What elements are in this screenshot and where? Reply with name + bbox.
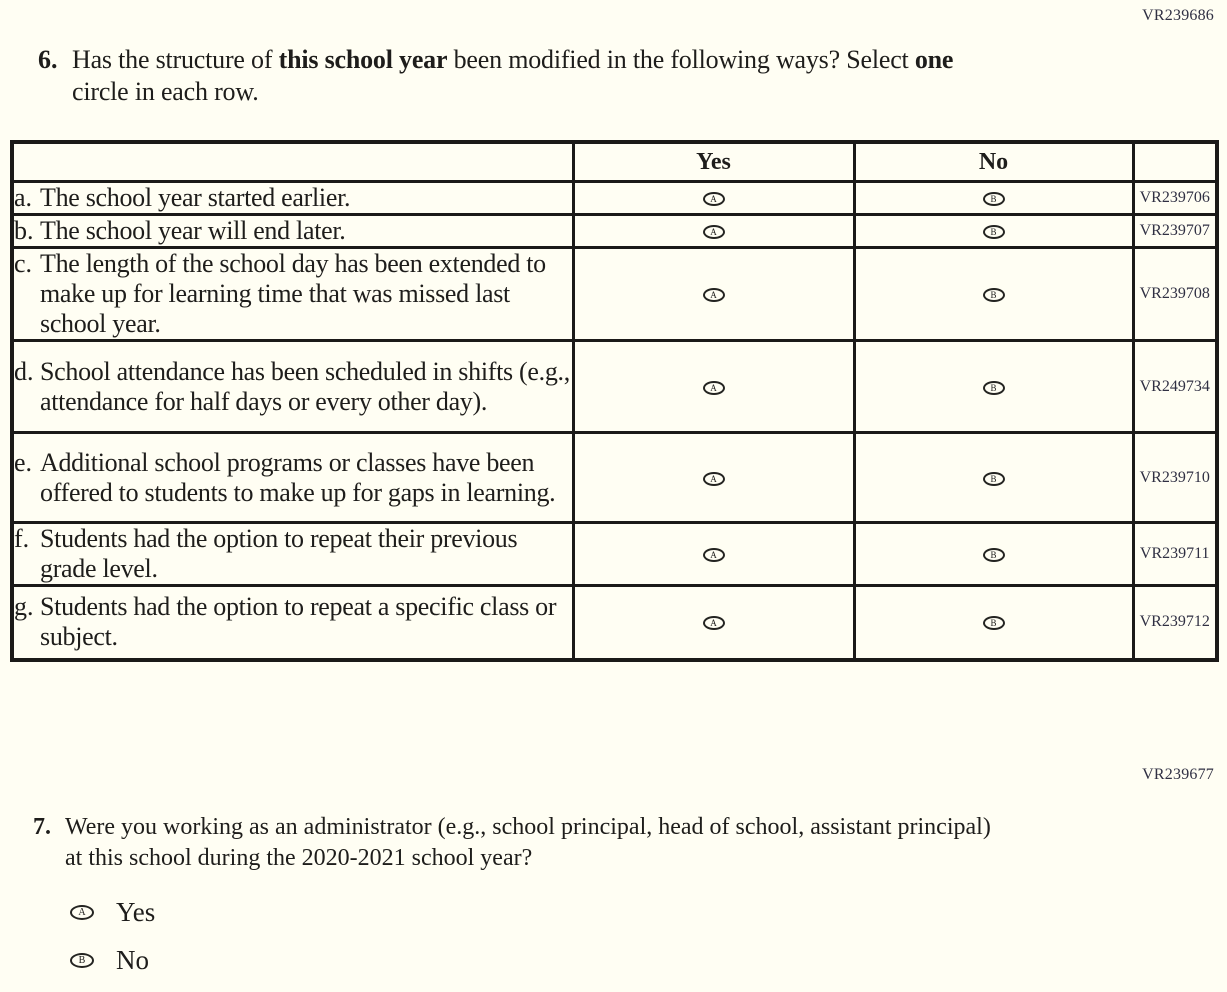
bubble-letter: A <box>710 290 717 300</box>
row-c-code: VR239708 <box>1133 248 1217 341</box>
row-d-statement <box>12 341 573 433</box>
row-a-no-bubble[interactable] <box>983 192 1005 206</box>
q7-option-no-label: No <box>116 944 149 975</box>
row-e-no-bubble[interactable] <box>983 472 1005 486</box>
row-c-text: The length of the school day has been extended to make up for learning time that was missed last school year. <box>40 249 546 338</box>
q7-options <box>70 896 155 992</box>
question-6-line1 <box>72 44 953 76</box>
row-e-statement <box>12 433 573 523</box>
bubble-letter: B <box>990 550 997 560</box>
question-6 <box>38 44 1178 108</box>
row-f-no-bubble[interactable] <box>983 548 1005 562</box>
row-e-text: Additional school programs or classes have been offered to students to make up for gaps in learning. <box>40 447 556 507</box>
row-c-statement <box>12 248 573 341</box>
question-6-text <box>72 44 953 108</box>
bubble-letter: A <box>710 227 717 237</box>
row-e-letter: e. <box>14 447 33 477</box>
table-row-f <box>12 523 1217 586</box>
row-e-code: VR239710 <box>1133 433 1217 523</box>
bubble-letter: A <box>710 550 717 560</box>
question-6-line2: circle in each row. <box>72 77 259 106</box>
row-b-yes-bubble[interactable] <box>703 225 725 239</box>
row-g-text: Students had the option to repeat a specific class or subject. <box>40 592 557 652</box>
row-f-text: Students had the option to repeat their previous grade level. <box>40 524 518 583</box>
q6-response-table <box>10 140 1219 662</box>
question-7-text <box>65 812 991 874</box>
row-a-text: The school year started earlier. <box>40 183 351 212</box>
row-d-text: School attendance has been scheduled in shifts (e.g., attendance for half days or every other day). <box>40 356 570 416</box>
row-f-no-cell <box>854 523 1133 586</box>
bubble-letter: A <box>78 906 86 918</box>
form-code-top: VR239686 <box>1142 7 1214 24</box>
row-c-no-bubble[interactable] <box>983 288 1005 302</box>
bubble-letter: A <box>710 618 717 629</box>
bubble-letter: A <box>710 473 717 484</box>
row-g-yes-cell <box>573 586 854 660</box>
header-no: No <box>854 142 1133 182</box>
bubble-letter: B <box>990 473 997 484</box>
question-6-number: 6. <box>38 45 58 74</box>
q6-text-bold: one <box>914 45 954 74</box>
row-f-letter: f. <box>14 524 30 553</box>
row-d-no-bubble[interactable] <box>983 381 1005 395</box>
row-a-yes-cell <box>573 182 854 215</box>
q7-option-yes-bubble[interactable] <box>70 905 94 920</box>
row-f-statement <box>12 523 573 586</box>
q7-option-no <box>70 944 155 976</box>
q7-option-yes-label: Yes <box>116 896 156 927</box>
row-g-yes-bubble[interactable] <box>703 616 725 630</box>
form-code-middle: VR239677 <box>1142 766 1214 783</box>
question-7-line2: at this school during the 2020-2021 school year? <box>65 845 533 871</box>
bubble-letter: A <box>710 194 717 204</box>
row-e-yes-bubble[interactable] <box>703 472 725 486</box>
bubble-letter: B <box>78 954 86 966</box>
row-b-no-cell <box>854 215 1133 248</box>
row-b-yes-cell <box>573 215 854 248</box>
row-d-code: VR249734 <box>1133 341 1217 433</box>
row-g-statement <box>12 586 573 660</box>
row-b-text: The school year will end later. <box>40 216 346 245</box>
table-row-e <box>12 433 1217 523</box>
q6-text-part: been modified in the following ways? Select <box>447 45 915 74</box>
row-d-yes-bubble[interactable] <box>703 381 725 395</box>
table-row-c <box>12 248 1217 341</box>
row-e-yes-cell <box>573 433 854 523</box>
bubble-letter: B <box>990 227 997 237</box>
row-g-code: VR239712 <box>1133 586 1217 660</box>
row-f-yes-bubble[interactable] <box>703 548 725 562</box>
q7-option-no-bubble[interactable] <box>70 953 94 968</box>
row-g-letter: g. <box>14 592 34 622</box>
row-c-yes-cell <box>573 248 854 341</box>
bubble-letter: B <box>990 382 997 393</box>
row-b-letter: b. <box>14 216 34 245</box>
row-b-no-bubble[interactable] <box>983 225 1005 239</box>
row-c-no-cell <box>854 248 1133 341</box>
row-d-no-cell <box>854 341 1133 433</box>
row-b-statement <box>12 215 573 248</box>
bubble-letter: B <box>990 290 997 300</box>
row-d-yes-cell <box>573 341 854 433</box>
row-a-letter: a. <box>14 183 33 212</box>
question-7 <box>33 812 1193 874</box>
bubble-letter: A <box>710 382 717 393</box>
row-g-no-bubble[interactable] <box>983 616 1005 630</box>
table-row-b <box>12 215 1217 248</box>
row-f-code: VR239711 <box>1133 523 1217 586</box>
row-d-letter: d. <box>14 356 34 386</box>
row-f-yes-cell <box>573 523 854 586</box>
row-a-code: VR239706 <box>1133 182 1217 215</box>
bubble-letter: B <box>990 618 997 629</box>
row-a-statement <box>12 182 573 215</box>
bubble-letter: B <box>990 194 997 204</box>
row-b-code: VR239707 <box>1133 215 1217 248</box>
table-row-a <box>12 182 1217 215</box>
row-c-yes-bubble[interactable] <box>703 288 725 302</box>
table-header-row <box>12 142 1217 182</box>
row-a-no-cell <box>854 182 1133 215</box>
q6-text-part: Has the structure of <box>72 45 279 74</box>
table-row-g <box>12 586 1217 660</box>
row-e-no-cell <box>854 433 1133 523</box>
q7-option-yes <box>70 896 155 928</box>
header-yes: Yes <box>573 142 854 182</box>
header-code-blank <box>1133 142 1217 182</box>
question-7-number: 7. <box>33 814 51 840</box>
row-c-letter: c. <box>14 249 33 278</box>
header-statement-blank <box>12 142 573 182</box>
table-row-d <box>12 341 1217 433</box>
row-a-yes-bubble[interactable] <box>703 192 725 206</box>
question-7-line1: Were you working as an administrator (e.g., school principal, head of school, assistant principal) <box>65 814 991 840</box>
q6-text-bold: this school year <box>278 45 448 74</box>
row-g-no-cell <box>854 586 1133 660</box>
